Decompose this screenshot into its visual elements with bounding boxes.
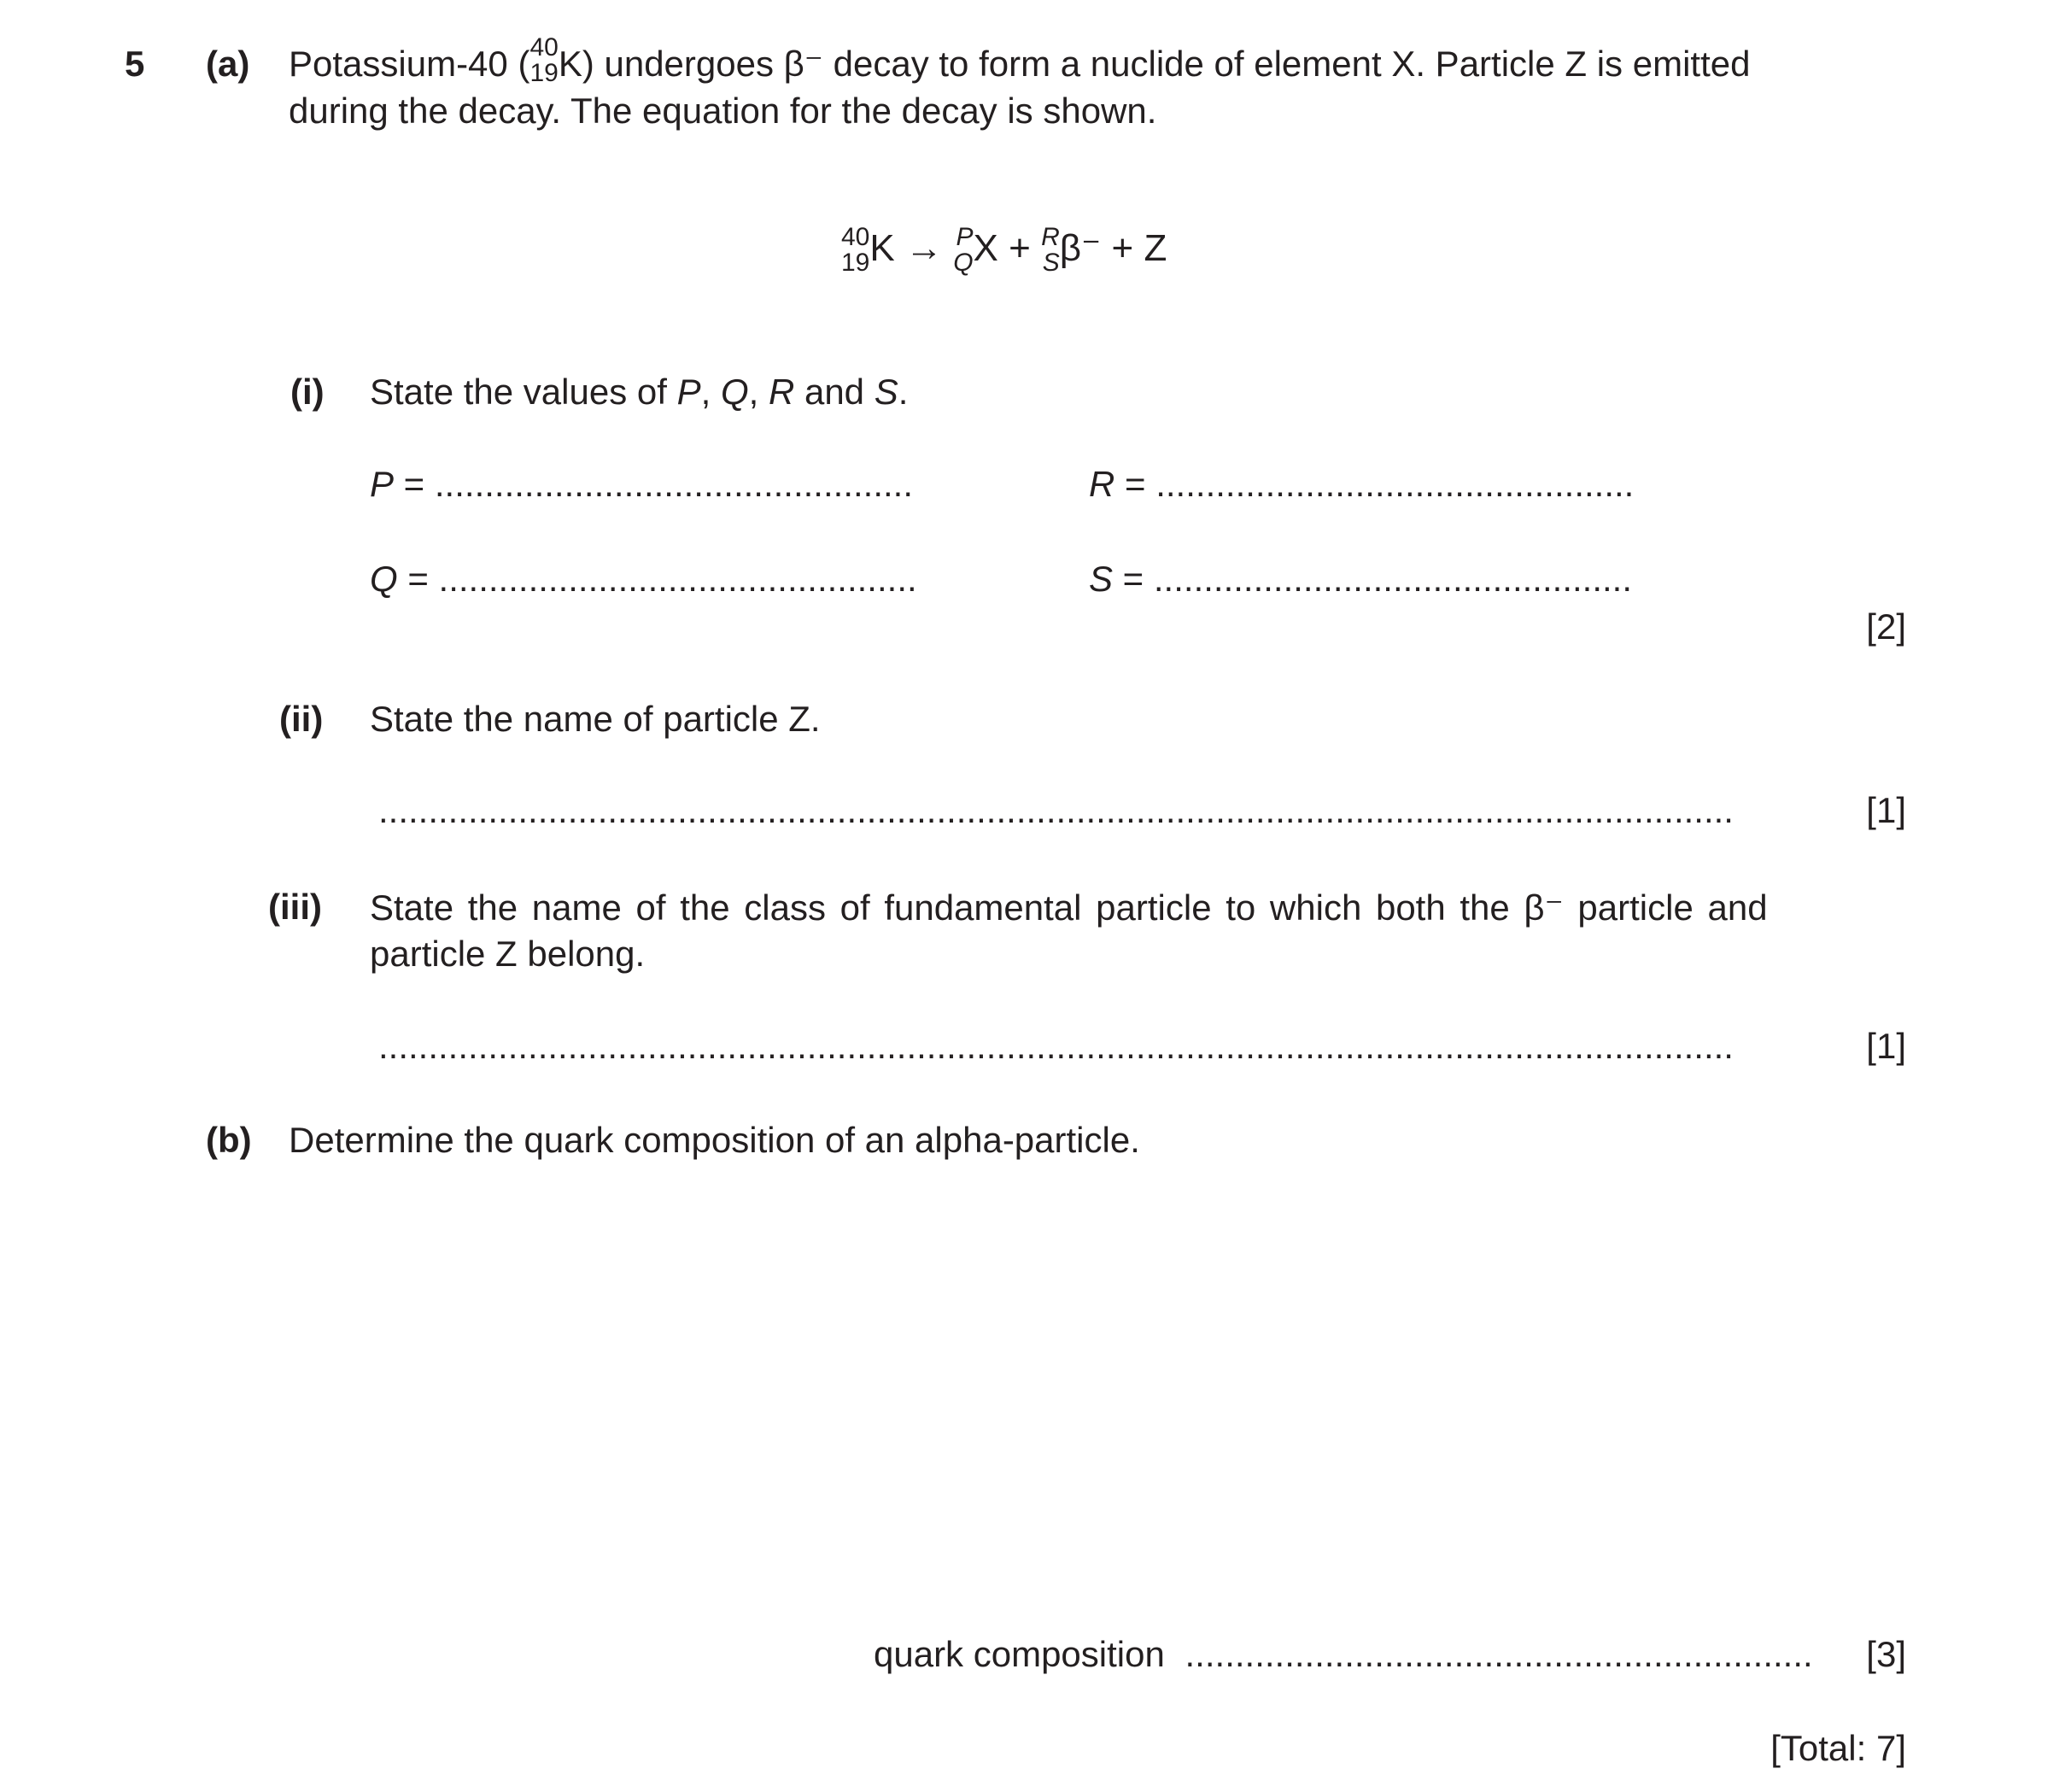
sub-ii-marks: [1] <box>1866 790 1906 830</box>
sub-ii-prompt: State the name of particle Z. <box>370 699 821 739</box>
answer-s-dots: ................................................ <box>1153 559 1632 599</box>
sub-i-q: Q <box>720 372 749 412</box>
sub-i-label: (i) <box>290 372 325 412</box>
answer-r-dots: ................................................ <box>1155 464 1635 504</box>
sub-i-comma1: , <box>700 372 721 412</box>
answer-r-field[interactable] <box>1089 461 1634 508</box>
eq-k-symbol: K <box>869 227 895 269</box>
eq-plus-1: + <box>1009 227 1031 269</box>
potassium-nuclide <box>529 32 559 87</box>
equation-x-numbers <box>953 225 973 276</box>
sub-i-s: S <box>874 372 898 412</box>
eq-beta-symbol: β⁻ <box>1059 227 1102 269</box>
nuclide-atomic-number: 19 <box>529 58 559 87</box>
answer-q-equals: = <box>397 559 439 599</box>
sub-i-marks: [2] <box>1866 606 1906 647</box>
answer-s-equals: = <box>1113 559 1154 599</box>
sub-i-and: and <box>794 372 875 412</box>
eq-x-top: P <box>956 223 974 252</box>
sub-i-r: R <box>768 372 795 412</box>
sub-i-prompt <box>370 369 908 416</box>
quark-composition-label: quark composition <box>874 1634 1165 1674</box>
eq-beta-bottom: S <box>1042 249 1060 278</box>
sub-iii-label: (iii) <box>268 887 322 927</box>
eq-arrow: → <box>904 227 943 269</box>
decay-equation <box>841 224 1167 276</box>
nuclide-mass-number: 40 <box>529 32 559 61</box>
part-b-prompt: Determine the quark composition of an alpha-particle. <box>289 1120 1140 1160</box>
total-marks: [Total: 7] <box>1770 1728 1906 1768</box>
sub-i-p: P <box>676 372 701 412</box>
answer-q-dots: ................................................ <box>438 559 917 599</box>
sub-ii-answer-line[interactable]: ........................................................................................................................................ <box>378 790 1734 830</box>
question-number: 5 <box>125 44 145 84</box>
answer-r-label: R <box>1089 464 1115 504</box>
answer-q-label: Q <box>370 559 398 599</box>
eq-x-symbol: X <box>973 227 998 269</box>
answer-p-field[interactable] <box>370 461 913 508</box>
sub-iii-answer-line[interactable]: ........................................................................................................................................ <box>378 1026 1734 1066</box>
equation-potassium <box>841 225 869 276</box>
eq-x-bottom: Q <box>953 249 974 278</box>
answer-r-equals: = <box>1114 464 1156 504</box>
part-a-intro-line1 <box>289 32 1751 88</box>
eq-beta-top: R <box>1041 223 1060 252</box>
eq-k-atomic: 19 <box>841 249 870 278</box>
part-b-marks: [3] <box>1866 1634 1906 1674</box>
intro-text-post: ) undergoes β⁻ decay to form a nuclide of element X. Particle Z is emitted <box>582 44 1751 84</box>
sub-iii-prompt-line2: particle Z belong. <box>370 934 646 974</box>
answer-p-equals: = <box>394 464 435 504</box>
sub-iii-marks: [1] <box>1866 1026 1906 1066</box>
sub-iii-prompt-line1: State the name of the class of fundamental particle to which both the β⁻ particle and <box>370 887 1768 928</box>
eq-k-mass: 40 <box>841 223 870 252</box>
sub-i-comma2: , <box>748 372 769 412</box>
answer-p-dots: ................................................ <box>434 464 913 504</box>
equation-beta-numbers <box>1041 225 1060 276</box>
eq-z-symbol: Z <box>1144 227 1167 269</box>
part-b-label: (b) <box>206 1120 252 1160</box>
answer-p-label: P <box>370 464 395 504</box>
answer-s-label: S <box>1089 559 1114 599</box>
sub-i-prompt-pre: State the values of <box>370 372 677 412</box>
nuclide-symbol: K <box>558 44 582 84</box>
answer-s-field[interactable] <box>1089 556 1632 603</box>
part-a-label: (a) <box>206 44 250 84</box>
eq-plus-2: + <box>1111 227 1134 269</box>
intro-text-pre: Potassium-40 ( <box>289 44 530 84</box>
sub-ii-label: (ii) <box>279 699 324 739</box>
sub-i-end: . <box>898 372 909 412</box>
answer-q-field[interactable] <box>370 556 917 603</box>
part-a-intro-line2: during the decay. The equation for the decay is shown. <box>289 91 1157 131</box>
quark-composition-dots: ............................................................... <box>1185 1634 1813 1674</box>
quark-composition-field[interactable] <box>874 1631 1813 1678</box>
